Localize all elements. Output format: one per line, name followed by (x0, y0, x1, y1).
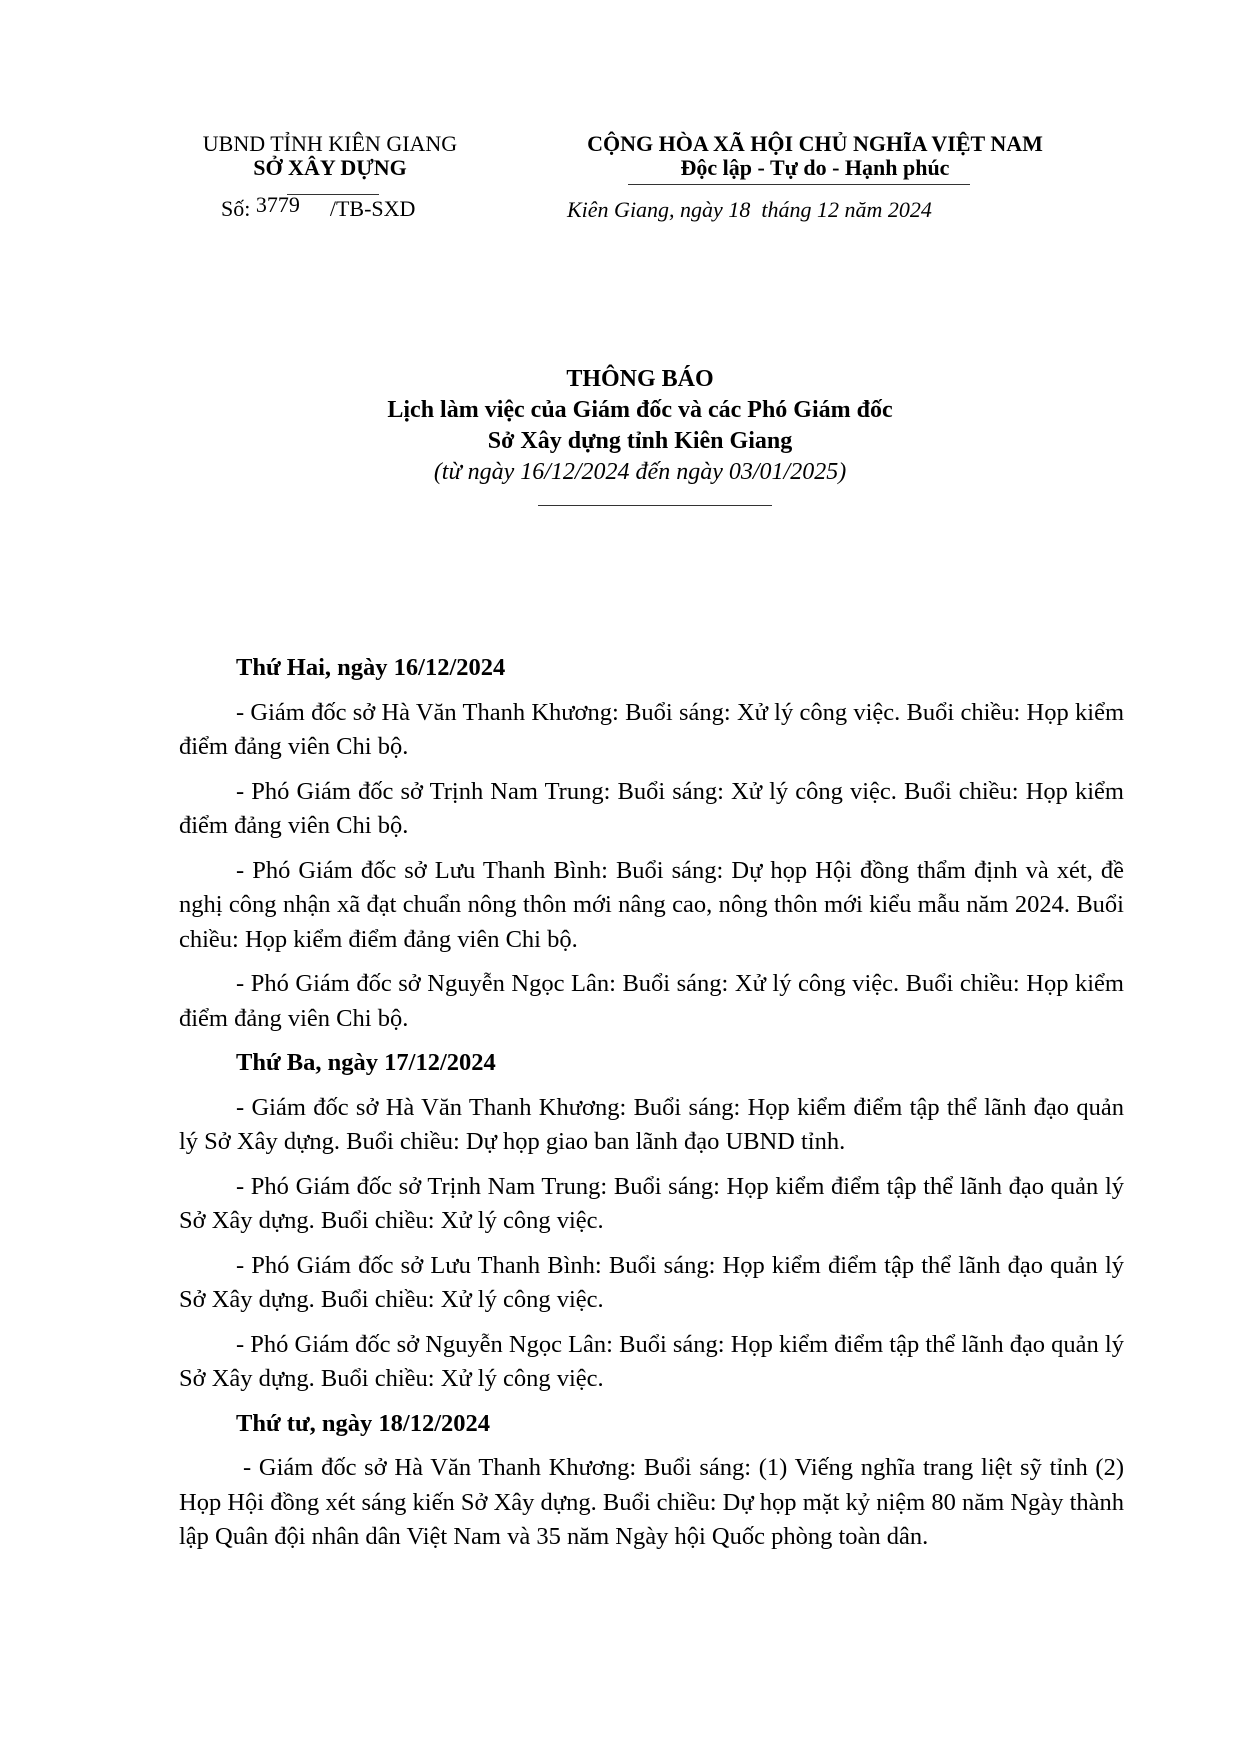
document-heading: THÔNG BÁO (566, 366, 714, 392)
motto-underline (628, 184, 970, 185)
number-value: 3779 (255, 192, 300, 217)
date-day: 18 (728, 197, 751, 222)
agency-underline (287, 194, 379, 195)
schedule-body (179, 651, 1124, 1555)
national-motto: Độc lập - Tự do - Hạnh phúc (680, 155, 950, 180)
schedule-item: - Phó Giám đốc sở Nguyễn Ngọc Lân: Buổi sáng: Họp kiểm điểm tập thể lãnh đạo quản lý Sở Xây dựng. Buổi chiều: Xử lý công việc. (179, 1330, 1124, 1392)
document-period: (từ ngày 16/12/2024 đến ngày 03/01/2025) (433, 459, 847, 485)
day-heading: Thứ Hai, ngày 16/12/2024 (236, 654, 506, 681)
schedule-item: - Phó Giám đốc sở Lưu Thanh Bình: Buổi sáng: Họp kiểm điểm tập thể lãnh đạo quản lý Sở Xây dựng. Buổi chiều: Xử lý công việc. (179, 1251, 1124, 1313)
date-month: 12 (816, 197, 839, 222)
date-year: 2024 (887, 197, 932, 222)
schedule-item: - Phó Giám đốc sở Nguyễn Ngọc Lân: Buổi sáng: Xử lý công việc. Buổi chiều: Họp kiểm điểm đảng viên Chi bộ. (179, 970, 1124, 1032)
number-suffix: /TB-SXD (329, 196, 416, 221)
day-heading: Thứ tư, ngày 18/12/2024 (236, 1409, 491, 1437)
schedule-item: - Giám đốc sở Hà Văn Thanh Khương: Buổi sáng: Xử lý công việc. Buổi chiều: Họp kiểm điểm đảng viên Chi bộ. (179, 698, 1124, 760)
schedule-item: - Phó Giám đốc sở Lưu Thanh Bình: Buổi sáng: Dự họp Hội đồng thẩm định và xét, đề nghị công nhận xã đạt chuẩn nông thôn mới nâng cao, nông thôn mới kiểu mẫu năm 2024. Buổi chiều: Họp kiểm điểm đảng viên Chi bộ. (179, 856, 1124, 953)
schedule-item: - Phó Giám đốc sở Trịnh Nam Trung: Buổi sáng: Xử lý công việc. Buổi chiều: Họp kiểm điểm đảng viên Chi bộ. (179, 777, 1124, 839)
nation-title: CỘNG HÒA XÃ HỘI CHỦ NGHĨA VIỆT NAM (587, 131, 1043, 156)
document-subject-line1: Lịch làm việc của Giám đốc và các Phó Giám đốc (387, 397, 893, 423)
day-heading: Thứ Ba, ngày 17/12/2024 (236, 1049, 496, 1076)
document-number (221, 192, 416, 222)
schedule-item: - Phó Giám đốc sở Trịnh Nam Trung: Buổi sáng: Họp kiểm điểm tập thể lãnh đạo quản lý Sở Xây dựng. Buổi chiều: Xử lý công việc. (179, 1172, 1124, 1234)
place-date-prefix: Kiên Giang, ngày (567, 197, 723, 222)
date-month-prefix: tháng (761, 197, 812, 222)
number-label: Số: (221, 196, 251, 221)
agency-name: SỞ XÂY DỰNG (253, 155, 407, 180)
document-subject-line2: Sở Xây dựng tỉnh Kiên Giang (487, 428, 793, 454)
agency-parent: UBND TỈNH KIÊN GIANG (202, 131, 458, 156)
document-title-block (200, 364, 1080, 488)
schedule-item: - Giám đốc sở Hà Văn Thanh Khương: Buổi sáng: (1) Viếng nghĩa trang liệt sỹ tỉnh (2) Họp Hội đồng xét sáng kiến Sở Xây dựng. Buổi chiều: Dự họp mặt kỷ niệm 80 năm Ngày thành lập Quân đội nhân dân Việt Nam và 35 năm Ngày hội Quốc phòng toàn dân. (179, 1454, 1124, 1550)
day-block-wednesday (179, 1407, 1124, 1555)
day-block-tuesday (179, 1046, 1124, 1397)
place-date (567, 197, 932, 223)
date-year-prefix: năm (844, 197, 883, 222)
schedule-item: - Giám đốc sở Hà Văn Thanh Khương: Buổi sáng: Họp kiểm điểm tập thể lãnh đạo quản lý Sở Xây dựng. Buổi chiều: Dự họp giao ban lãnh đạo UBND tỉnh. (179, 1093, 1124, 1155)
title-underline (538, 505, 772, 506)
day-block-monday (179, 651, 1124, 1036)
